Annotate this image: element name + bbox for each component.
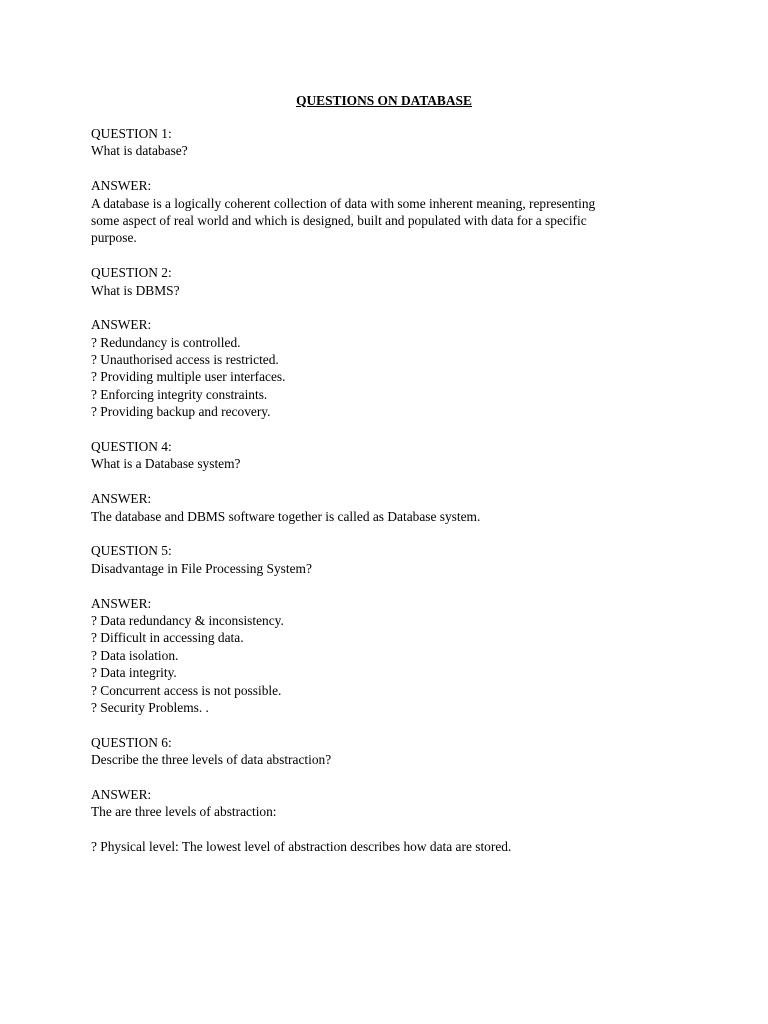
document-body bbox=[91, 125, 691, 855]
question-text: What is database? bbox=[91, 143, 188, 159]
answer-label: ANSWER: bbox=[91, 786, 152, 802]
qa-section bbox=[91, 264, 691, 438]
answer-bullet: ? Redundancy is controlled. bbox=[91, 334, 241, 350]
answer-line: some aspect of real world and which is designed, built and populated with data for a specific bbox=[91, 212, 587, 228]
qa-section bbox=[91, 125, 691, 264]
answer-bullet: ? Physical level: The lowest level of abstraction describes how data are stored. bbox=[91, 839, 512, 855]
question-label: QUESTION 5: bbox=[91, 543, 172, 559]
answer-bullet: ? Enforcing integrity constraints. bbox=[91, 386, 268, 402]
answer-line: The database and DBMS software together is called as Database system. bbox=[91, 508, 481, 524]
question-label: QUESTION 1: bbox=[91, 126, 172, 141]
answer-bullet: ? Providing backup and recovery. bbox=[91, 404, 271, 420]
answer-bullet: ? Providing multiple user interfaces. bbox=[91, 369, 286, 385]
document-title: QUESTIONS ON DATABASE bbox=[296, 93, 472, 108]
question-text: What is a Database system? bbox=[91, 456, 241, 472]
qa-section bbox=[91, 734, 691, 856]
answer-line: The are three levels of abstraction: bbox=[91, 804, 277, 820]
answer-bullet: ? Data integrity. bbox=[91, 665, 177, 681]
answer-line: A database is a logically coherent collection of data with some inherent meaning, representing bbox=[91, 195, 596, 211]
question-label: QUESTION 4: bbox=[91, 439, 172, 455]
answer-bullet: ? Data redundancy & inconsistency. bbox=[91, 612, 284, 628]
question-text: What is DBMS? bbox=[91, 282, 180, 298]
qa-section bbox=[91, 542, 691, 733]
answer-bullet: ? Difficult in accessing data. bbox=[91, 630, 244, 646]
answer-label: ANSWER: bbox=[91, 317, 152, 333]
answer-bullet: ? Unauthorised access is restricted. bbox=[91, 352, 279, 368]
question-label: QUESTION 6: bbox=[91, 734, 172, 750]
answer-bullet: ? Security Problems. . bbox=[91, 699, 209, 715]
question-text: Describe the three levels of data abstraction? bbox=[91, 752, 332, 768]
answer-label: ANSWER: bbox=[91, 178, 152, 194]
answer-label: ANSWER: bbox=[91, 595, 152, 611]
question-text: Disadvantage in File Processing System? bbox=[91, 560, 312, 576]
question-label: QUESTION 2: bbox=[91, 265, 172, 281]
answer-label: ANSWER: bbox=[91, 491, 152, 507]
answer-bullet: ? Data isolation. bbox=[91, 647, 179, 663]
qa-section bbox=[91, 438, 691, 542]
answer-bullet: ? Concurrent access is not possible. bbox=[91, 682, 282, 698]
answer-line: purpose. bbox=[91, 230, 137, 246]
